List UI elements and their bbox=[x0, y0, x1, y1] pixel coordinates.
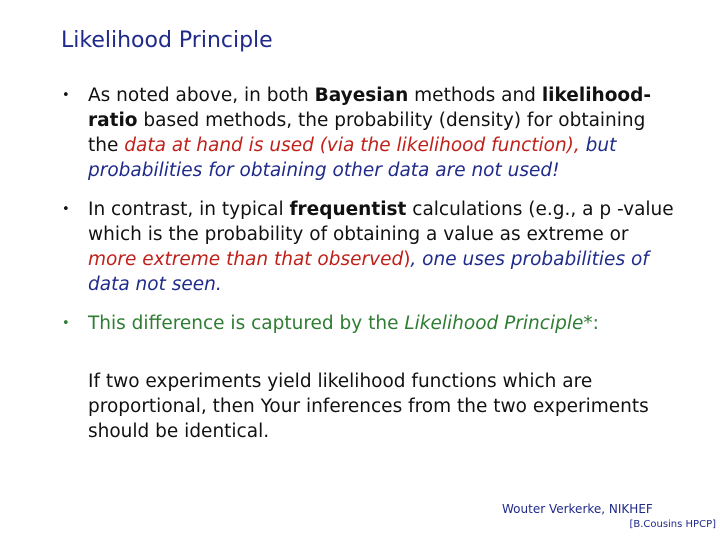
bullet-text: methods and bbox=[408, 85, 542, 106]
bullet-text: *: bbox=[583, 313, 599, 334]
reference-note: [B.Cousins HPCP] bbox=[629, 519, 716, 530]
bold-term-likelihood-ratio: likelihood-ratio bbox=[88, 85, 652, 131]
bold-term-frequentist: frequentist bbox=[289, 199, 407, 220]
slide-title: Likelihood Principle bbox=[61, 28, 273, 53]
closing-paren: ) bbox=[403, 249, 411, 270]
emphasis-data-used: data at hand is used (via the likelihood function), bbox=[124, 135, 580, 156]
bullet-item-bayesian bbox=[60, 83, 680, 183]
emphasis-data-not-seen: , one uses probabilities of data not seen. bbox=[88, 249, 649, 295]
principle-statement: If two experiments yield likelihood functions which are proportional, then Your inferences from the two experiments should be identical. bbox=[88, 371, 649, 442]
bullet-mark: • bbox=[62, 88, 70, 103]
bullet-list bbox=[60, 83, 680, 336]
footer-author: Wouter Verkerke, NIKHEF bbox=[502, 502, 653, 516]
bullet-text: In contrast, in typical bbox=[88, 199, 290, 220]
emphasis-more-extreme: more extreme than that observed bbox=[88, 249, 404, 270]
bullet-item-frequentist bbox=[60, 197, 680, 297]
bullet-text: calculations (e.g., a p -value which is the probability of obtaining a value as extreme or bbox=[88, 199, 674, 245]
bullet-text: based methods, the probability (density) for obtaining the bbox=[88, 110, 646, 156]
bold-term-bayesian: Bayesian bbox=[314, 85, 409, 106]
emphasis-likelihood-principle: Likelihood Principle bbox=[404, 313, 584, 334]
bullet-text: This difference is captured by the bbox=[88, 313, 405, 334]
emphasis-data-not-used: but probabilities for obtaining other data are not used! bbox=[88, 135, 617, 181]
bullet-mark: • bbox=[62, 202, 70, 217]
bullet-mark: • bbox=[62, 316, 70, 331]
bullet-text: As noted above, in both bbox=[88, 85, 315, 106]
bullet-item-principle bbox=[60, 311, 680, 336]
